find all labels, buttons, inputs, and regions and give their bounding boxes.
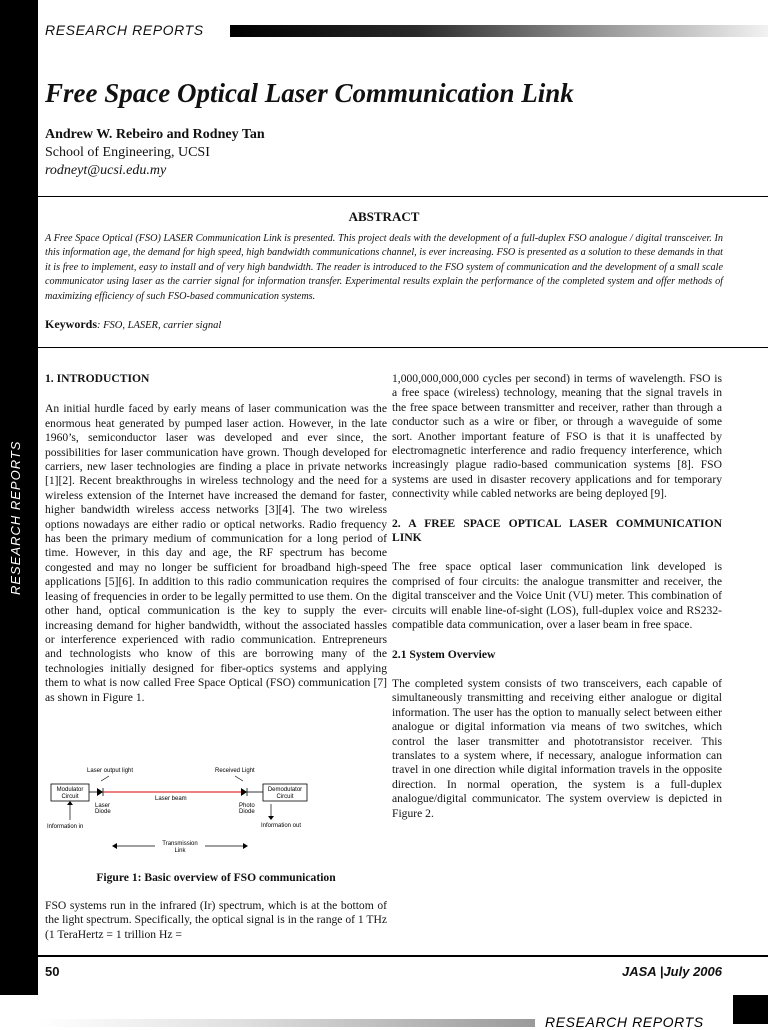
sidebar-section-label: RESEARCH REPORTS [8, 440, 23, 595]
abstract-heading: ABSTRACT [348, 209, 420, 224]
page-number: 50 [45, 964, 60, 979]
paper-affiliation: School of Engineering, UCSI [45, 145, 210, 160]
fig-label-info-out: Information out [261, 823, 302, 829]
system-overview-paragraph: The completed system consists of two transceivers, each capable of simultaneously transmitting and receiving either analogue or digital information. The user has the option to manually select between either analogue or digital information via means of two switches, which control the laser transmitter and phototransistor receiver. This translates to a system where, if necessary, analogue information can travel in one direction while digital information travels in the opposite direction. In normal operation, the system is a full-duplex analogue/digital communicator. The system overview is depicted in Figure 2. [392, 676, 722, 820]
section-2-1-heading: 2.1 System Overview [392, 647, 496, 661]
fig-laser-diode-line2: Diode [95, 809, 111, 815]
divider-top [38, 196, 768, 197]
journal-date: JASA |July 2006 [622, 964, 722, 979]
photo-diode-symbol [241, 788, 247, 796]
fig-label-laser-output: Laser output light [87, 768, 134, 774]
fig-laser-diode-line1: Laser [95, 803, 111, 809]
fig-photo-diode-line1: Photo [239, 803, 255, 809]
intro-paragraph: An initial hurdle faced by early means of laser communication was the enormous heat generated by pumped laser action. However, in the late 1960’s, semiconductor laser was developed and ever since, the possibilities for laser communication have grown. Though developed for carriers, new laser technologies are finding a place in private networks [1][2]. Recent breakthroughs in wireless technology and the need for a wireless extension of the Internet have increased the demand for faster, higher bandwidth wireless access networks [3][4]. The two wireless options nowadays are either radio or optical networks. Radio frequency has been the primary medium of communication for a long period of time. However, in this day and age, the RF spectrum has become congested and may no longer be sufficient for broadband high-speed applications [5][6]. In addition to this radio communication requires the leasing of frequencies in order to be legally permitted to use them. On the other hand, optical communication is the key to supply the ever-increasing demand for higher bandwidth, without the associated hassles or interference experienced with radio communication. Entrepreneurs and technologists who know of this are borrowing many of the technologies initially designed for fiber-optics systems and applying them to what is now called Free Space Optical (FSO) communication [7] as shown in Figure 1. [45, 402, 387, 704]
fig-modulator-line1: Modulator [56, 787, 84, 793]
next-page-black-block [733, 995, 768, 1024]
keywords-label: Keywords [45, 317, 97, 331]
keywords-line [45, 317, 221, 332]
fig-label-info-in: Information in [47, 824, 84, 830]
next-page-gradient-bar [40, 1019, 535, 1027]
fig-label-laser-beam: Laser beam [155, 796, 187, 802]
intro-heading: 1. INTRODUCTION [45, 372, 150, 385]
fso-spectrum-paragraph: FSO systems run in the infrared (Ir) spectrum, which is at the bottom of the light spectrum. Specifically, the optical signal is in the range of 1 THz (1 TeraHertz = 1 trillion Hz = [45, 899, 387, 941]
divider-abstract [38, 347, 768, 348]
footer-rule [38, 955, 768, 957]
fig-modulator-line2: Circuit [61, 794, 79, 800]
author-email: rodneyt@ucsi.edu.my [45, 163, 167, 178]
abstract-text: A Free Space Optical (FSO) LASER Communication Link is presented. This project deals with the development of a full-duplex FSO analogue / digital transceiver. In this information age, the demand for high speed, high bandwidth communications channel, is ever increasing. FSO is presented as a solution to these demands in that it is free to implement, easy to install and of very high bandwidth. The reader is introduced to the FSO system of communication and the development of a small scale communicator using laser as the carrier signal for information transfer. Experimental results explain the performance of the completed system and offer methods of maximizing efficiency of such FSO-based communication systems. [45, 233, 723, 302]
header-section-label: RESEARCH REPORTS [45, 22, 204, 38]
fso-link-paragraph: The free space optical laser communication link developed is comprised of four circuits: the analogue transmitter and receiver, the digital transceiver and the Voice Unit (VU) meter. This combination of circuits will enable line-of-sight (LOS), full-duplex voice and RS232-compatible data communication, over a laser beam in free space. [392, 560, 722, 632]
next-page-section-label: RESEARCH REPORTS [545, 1014, 704, 1030]
fig-demodulator-line2: Circuit [276, 794, 294, 800]
fig-label-received-light: Received Light [215, 768, 255, 774]
keywords-values: : FSO, LASER, carrier signal [97, 320, 222, 331]
fig-demodulator-line1: Demodulator [267, 787, 303, 793]
fig-photo-diode-line2: Diode [239, 809, 255, 815]
header-gradient-bar [230, 25, 768, 37]
left-column [45, 372, 387, 705]
fig-transmission-line2: Link [174, 848, 186, 854]
section-2-heading: 2. A FREE SPACE OPTICAL LASER COMMUNICATION LINK [392, 516, 722, 545]
left-column-continuation [45, 899, 387, 942]
paper-authors: Andrew W. Rebeiro and Rodney Tan [45, 127, 265, 142]
paper-title: Free Space Optical Laser Communication Link [45, 78, 574, 108]
figure-1-caption: Figure 1: Basic overview of FSO communication [96, 871, 336, 884]
right-column [392, 372, 722, 821]
wavelength-paragraph: 1,000,000,000,000 cycles per second) in terms of wavelength. FSO is a free space (wireless) technology, meaning that the signal travels in the free space between transmitter and receiver, rather than through a conductor such as a wire or fiber, or through a waveguide of some sort. Another important feature of FSO is that it is unaffected by electromagnetic interference and radio frequency interference, which increasingly plague radio-based communication systems [8]. FSO systems are used in disaster recovery applications and for temporary connectivity while cabled networks are being deployed [9]. [392, 372, 722, 501]
laser-diode-symbol [97, 788, 103, 796]
fig-transmission-line1: Transmission [162, 841, 198, 847]
figure-1-diagram [45, 762, 387, 862]
